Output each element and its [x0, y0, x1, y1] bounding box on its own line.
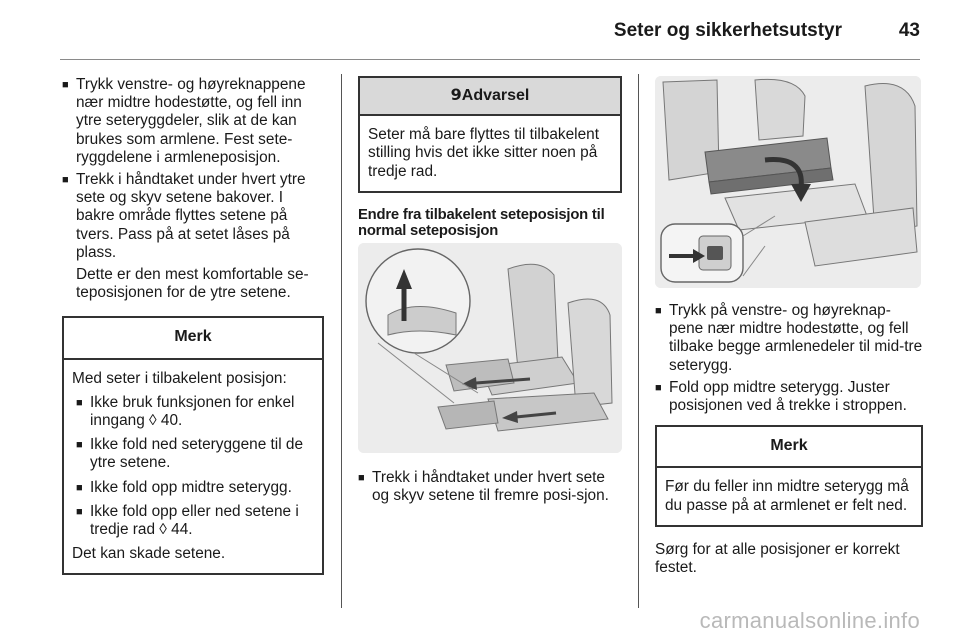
bullet-list — [655, 302, 923, 415]
list-item: ■ Trekk i håndtaket under hvert sete og skyv setene til fremre posi-sjon. — [358, 469, 622, 505]
page-header — [0, 0, 960, 62]
list-item: ■ Trykk på venstre- og høyreknap-pene nær midtre hodestøtte, og fell tilbake begge armlenedeler til mid-tre seterygg. — [655, 302, 923, 375]
seat-slide-forward-illustration — [358, 243, 622, 453]
note-text: Før du feller inn midtre seterygg må du passe på at armlenet er felt ned. — [665, 478, 909, 514]
watermark: carmanualsonline.info — [699, 608, 920, 633]
note-box — [655, 425, 923, 527]
note-intro: Med seter i tilbakelent posisjon: — [72, 369, 287, 387]
seat-illustration-1 — [358, 243, 622, 453]
header-rule — [60, 59, 920, 60]
list-item: ■ Fold opp midtre seterygg. Juster posisjonen ved å trekke i stroppen. — [655, 379, 923, 415]
list-item: ■ Ikke fold opp midtre seterygg. — [76, 479, 314, 497]
list-item: ■ Trykk venstre- og høyreknappene nær midtre hodestøtte, og fell inn ytre seteryggdeler, slik at de kan brukes som armlene. Fest sete-ryggdelene i armleneposisjon. — [62, 76, 324, 167]
armrest-fold-illustration — [655, 76, 921, 288]
seat-illustration-2 — [655, 76, 921, 288]
page-number: 43 — [898, 20, 920, 41]
warning-title — [360, 78, 620, 116]
list-item: ■ Ikke bruk funksjonen for enkel inngang ◊ 40. — [76, 394, 314, 430]
warning-icon: 9 — [450, 85, 462, 104]
header-title: Seter og sikkerhetsutstyr — [613, 20, 842, 41]
note-box — [62, 316, 324, 575]
column-3 — [655, 76, 923, 591]
note-list — [76, 394, 314, 539]
column-1 — [62, 76, 324, 589]
warning-text: Seter må bare flyttes til tilbakelent stilling hvis det ikke sitter noen på tredje rad. — [368, 126, 599, 180]
note-body — [657, 468, 921, 524]
note-title: Merk — [657, 427, 921, 468]
bullet-list — [358, 469, 622, 505]
warning-label: Advarsel — [461, 87, 530, 104]
warning-box — [358, 76, 622, 193]
paragraph: Dette er den mest komfortable se-teposisjonen for de ytre setene. — [76, 266, 309, 302]
column-2 — [358, 76, 622, 509]
section-title: Endre fra tilbakelent seteposisjon til normal seteposisjon — [358, 206, 605, 239]
paragraph: Sørg for at alle posisjoner er korrekt festet. — [655, 540, 900, 577]
list-item: ■ Ikke fold ned seteryggene til de ytre setene. — [76, 436, 314, 472]
bullet-list — [62, 76, 324, 262]
column-divider-2 — [638, 74, 639, 608]
column-divider-1 — [341, 74, 342, 608]
list-item: ■ Ikke fold opp eller ned setene i tredje rad ◊ 44. — [76, 503, 314, 539]
list-item: ■ Trekk i håndtaket under hvert ytre sete og skyv setene bakover. I bakre område flyttes setene på tvers. Pass på at setet låses på plass. — [62, 171, 324, 262]
note-title: Merk — [64, 318, 322, 359]
note-body — [64, 360, 322, 574]
warning-body — [360, 116, 620, 191]
note-outro: Det kan skade setene. — [72, 545, 226, 563]
